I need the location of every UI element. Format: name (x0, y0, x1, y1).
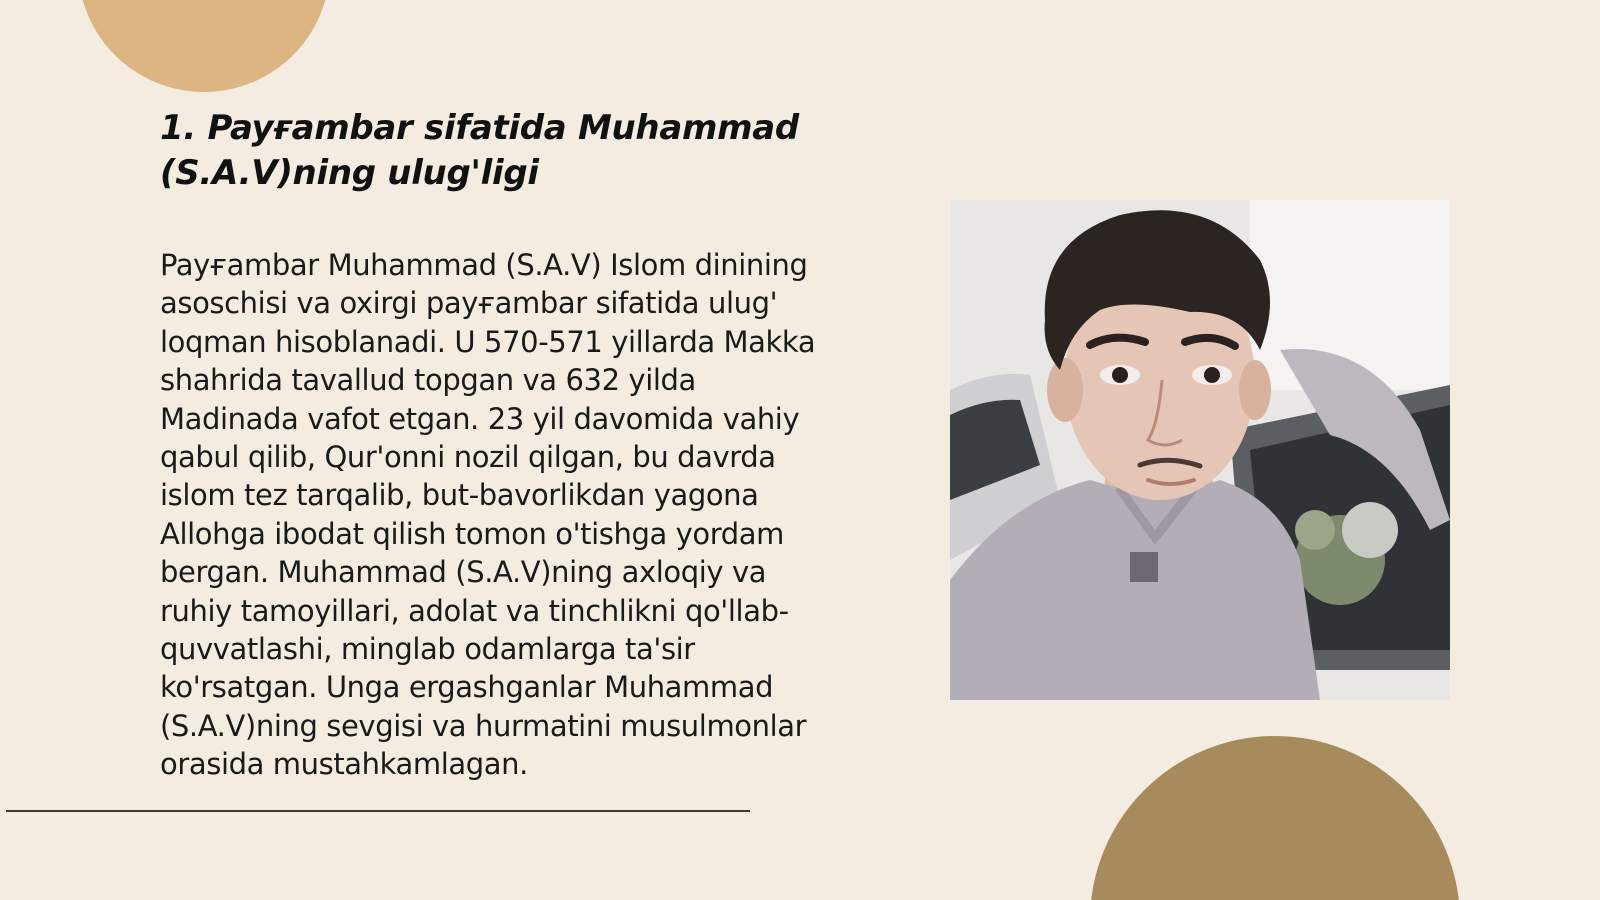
slide-title: 1. Payғambar sifatida Muhammad (S.A.V)ning ulug'ligi (160, 108, 799, 193)
decorative-circle-top (78, 0, 330, 92)
decorative-circle-bottom (1090, 736, 1460, 900)
slide-body-text: Payғambar Muhammad (S.A.V) Islom dinining asoschisi va oxirgi payғambar sifatida ulug' loqman hisoblanadi. U 570-571 yillarda Makka shahrida tavallud topgan va 632 yilda Madinada vafot etgan. 23 yil davomida vahiy qabul qilib, Qur'onni nozil qilgan, bu davrda islom tez tarqalib, but-bavorlikdan yagona Allohga ibodat qilish tomon o'tishga yordam bergan. Muhammad (S.A.V)ning axloqiy va ruhiy tamoyillari, adolat va tinchlikni qo'llab-quvvatlashi, minglab odamlarga ta'sir ko'rsatgan. Unga ergashganlar Muhammad (S.A.V)ning sevgisi va hurmatini musulmonlar orasida mustahkamlagan. (160, 248, 816, 782)
portrait-photo (950, 200, 1450, 700)
divider-line (6, 810, 750, 812)
